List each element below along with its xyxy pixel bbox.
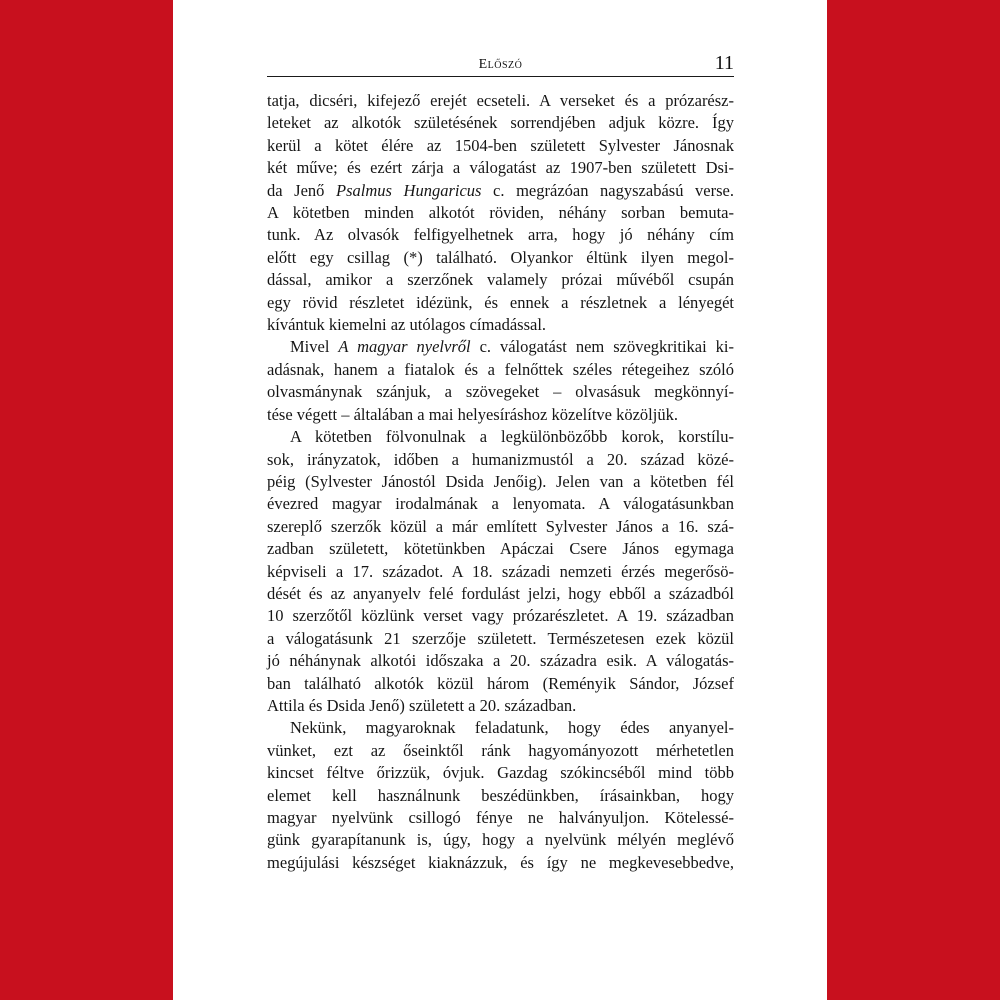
text-line: évezred magyar irodalmának a lenyomata. A válogatásunkban: [267, 494, 734, 514]
text-line: A kötetben fölvonulnak a legkülönbözőbb korok, korstílu-: [290, 427, 734, 447]
text-line: egy rövid részletet idézünk, és ennek a részletnek a lényegét: [267, 292, 734, 312]
text-line: kincset féltve őrizzük, óvjuk. Gazdag szókincséből mind több: [267, 763, 734, 783]
running-header: [267, 52, 734, 77]
text-line: Attila és Dsida Jenő) született a 20. században.: [267, 695, 577, 715]
text-line: kívántuk kiemelni az utólagos címadással.: [267, 315, 547, 335]
text-line: [267, 180, 734, 202]
text-line: tunk. Az olvasók felfigyelhetnek arra, hogy jó néhány cím: [267, 225, 734, 245]
text-line: günk gyarapítanunk is, úgy, hogy a nyelvünk mélyén meglévő: [267, 830, 734, 850]
text-line: tése végett – általában a mai helyesíráshoz közelítve közöljük.: [267, 404, 678, 424]
text-line: két műve; és ezért zárja a válogatást az 1907-ben született Dsi-: [267, 158, 734, 178]
italic-title: Psalmus Hungaricus: [336, 180, 482, 200]
text-line: Nekünk, magyaroknak feladatunk, hogy édes anyanyel-: [290, 718, 734, 738]
text-line: magyar nyelvünk csillogó fénye ne halványuljon. Kötelessé-: [267, 808, 734, 827]
text-line: kerül a kötet élére az 1504-ben született Sylvester Jánosnak: [267, 135, 734, 155]
text-segment: c. válogatást nem szövegkritikai ki-: [470, 337, 734, 357]
page-number: 11: [714, 52, 734, 74]
text-line: adásnak, hanem a fiatalok és a felnőttek széles rétegeihez szóló: [267, 359, 734, 379]
text-line: leteket az alkotók születésének sorrendjében adjuk közre. Így: [267, 113, 734, 133]
text-segment: c. megrázóan nagyszabású verse.: [481, 180, 734, 200]
text-line: [267, 336, 734, 358]
text-line: ban található alkotók közül három (Reményik Sándor, József: [267, 673, 734, 693]
text-line: a válogatásunk 21 szerzője született. Természetesen ezek közül: [267, 628, 734, 648]
text-line: tatja, dicséri, kifejező erejét ecseteli. A verseket és a prózarész-: [267, 91, 734, 110]
text-line: jó néhánynak alkotói időszaka a 20. századra esik. A válogatás-: [267, 651, 734, 671]
text-line: sok, irányzatok, időben a humanizmustól a 20. század közé-: [267, 449, 734, 469]
text-segment: Mivel: [290, 337, 339, 357]
book-page: [173, 0, 827, 1000]
text-line: A kötetben minden alkotót röviden, néhány sorban bemuta-: [267, 203, 734, 223]
text-segment: da Jenő: [267, 180, 337, 200]
text-line: előtt egy csillag (*) található. Olyankor éltünk ilyen megol-: [267, 247, 734, 267]
text-line: megújulási készséget kiaknázzuk, és így ne megkevesebbedve,: [267, 852, 734, 872]
text-line: elemet kell használnunk beszédünkben, írásainkban, hogy: [267, 785, 734, 805]
text-line: zadban született, kötetünkben Apáczai Csere János egymaga: [267, 539, 734, 559]
text-line: olvasmánynak szánjuk, a szövegeket – olvasásuk megkönnyí-: [267, 382, 734, 402]
text-line: szereplő szerzők közül a már említett Sylvester János a 16. szá-: [267, 516, 734, 536]
chapter-title: Előszó: [478, 57, 523, 72]
text-line: péig (Sylvester Jánostól Dsida Jenőig). Jelen van a kötetben fél: [267, 471, 734, 491]
text-line: 10 szerzőtől közlünk verset vagy prózarészletet. A 19. században: [267, 606, 734, 626]
body-text: [267, 90, 734, 874]
text-line: dással, amikor a szerzőnek valamely prózai művéből csupán: [267, 270, 734, 290]
italic-title: A magyar nyelvről: [338, 337, 471, 357]
text-line: képviseli a 17. századot. A 18. századi nemzeti érzés megerősö-: [267, 561, 734, 581]
text-line: vünket, ezt az őseinktől ránk hagyományozott mérhetetlen: [267, 740, 734, 760]
text-line: dését és az anyanyelv felé fordulást jelzi, hogy ebből a századból: [267, 583, 734, 603]
